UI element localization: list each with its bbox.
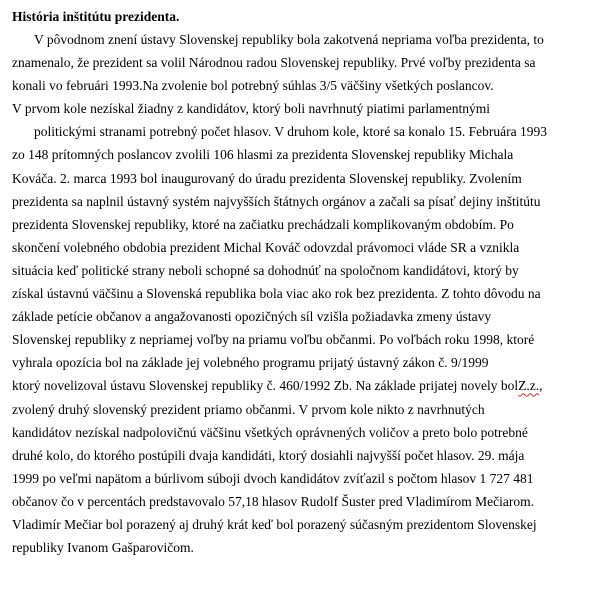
text-line xyxy=(12,374,590,397)
text-line: vyhrala opozícia bol na základe jej volebného programu prijatý ústavný zákon č. 9/1999 xyxy=(12,355,489,371)
text-line: situácia keď politické strany neboli schopné sa dohodnúť na spoločnom kandidátovi, ktorý by xyxy=(12,262,519,278)
text-line: občanov čo v percentách predstavovalo 57,18 hlasov Rudolf Šuster pred Vladimírom Mečiarom. xyxy=(12,493,534,509)
document-title: História inštitútu prezidenta. xyxy=(12,9,180,24)
text-line: získal ústavnú väčšinu a Slovenská republika bola viac ako rok bez prezidenta. Z tohto dôvodu na xyxy=(12,286,541,302)
text-line: základe petície občanov a angažovanosti opozičných síl vzišla požiadavka zmeny ústavy xyxy=(12,309,492,325)
text-segment: ktorý novelizoval ústavu Slovenskej republiky č. 460/1992 Zb. Na základe prijatej novely bol xyxy=(12,378,519,394)
text-line: V prvom kole nezískal žiadny z kandidátov, ktorý boli navrhnutý piatimi parlamentnými xyxy=(12,101,491,117)
text-line: skončení volebného obdobia prezident Michal Kováč odovzdal právomoci vláde SR a vznikla xyxy=(12,239,520,255)
text-line: zvolený druhý slovenský prezident priamo občanmi. V prvom kole nikto z navrhnutých xyxy=(12,401,485,417)
text-line: konali vo februári 1993.Na zvolenie bol potrebný súhlas 3/5 väčšiny všetkých poslancov. xyxy=(12,78,494,94)
text-line: zo 148 prítomných poslancov zvolili 106 hlasmi za prezidenta Slovenskej republiky Michala xyxy=(12,147,514,163)
text-line: republiky Ivanom Gašparovičom. xyxy=(12,540,194,556)
text-line: V pôvodnom znení ústavy Slovenskej republiky bola zakotvená nepriama voľba prezidenta, to xyxy=(34,32,544,47)
text-line: znamenalo, že prezident sa volil Národnou radou Slovenskej republiky. Prvé voľby prezidenta sa xyxy=(12,55,536,71)
text-segment: , xyxy=(539,378,543,394)
text-line: 1999 po veľmi napätom a búrlivom súboji dvoch kandidátov zvíťazil s počtom hlasov 1 727 481 xyxy=(12,470,534,486)
text-line: druhé kolo, do ktorého postúpili dvaja kandidáti, ktorý dosiahli najvyšší počet hlasov. 29. mája xyxy=(12,447,525,463)
text-line: Slovenskej republiky z nepriamej voľby na priamu voľbu občanmi. Po voľbách roku 1998, ktoré xyxy=(12,332,535,348)
text-line: prezidenta Slovenskej republiky, ktoré na začiatku prechádzali komplikovaným obdobím. Po xyxy=(12,216,514,232)
text-line: kandidátov nezískal nadpolovičnú väčšinu všetkých oprávnených voličov a preto bolo potrebné xyxy=(12,424,528,440)
text-line: Vladimír Mečiar bol porazený aj druhý krát keď bol porazený súčasným prezidentom Slovenskej xyxy=(12,516,537,532)
document-page xyxy=(12,6,590,559)
text-line: politickými stranami potrebný počet hlasov. V druhom kole, ktoré sa konalo 15. Februára 1993 xyxy=(34,124,548,140)
text-line: prezidenta sa naplnil ústavný systém najvyšších štátnych orgánov a začali sa písať dejiny inštitútu xyxy=(12,193,541,209)
text-line: Kováča. 2. marca 1993 bol inaugurovaný do úradu prezidenta Slovenskej republiky. Zvolením xyxy=(12,170,522,186)
spellcheck-flagged-word: Z.z. xyxy=(518,378,540,394)
